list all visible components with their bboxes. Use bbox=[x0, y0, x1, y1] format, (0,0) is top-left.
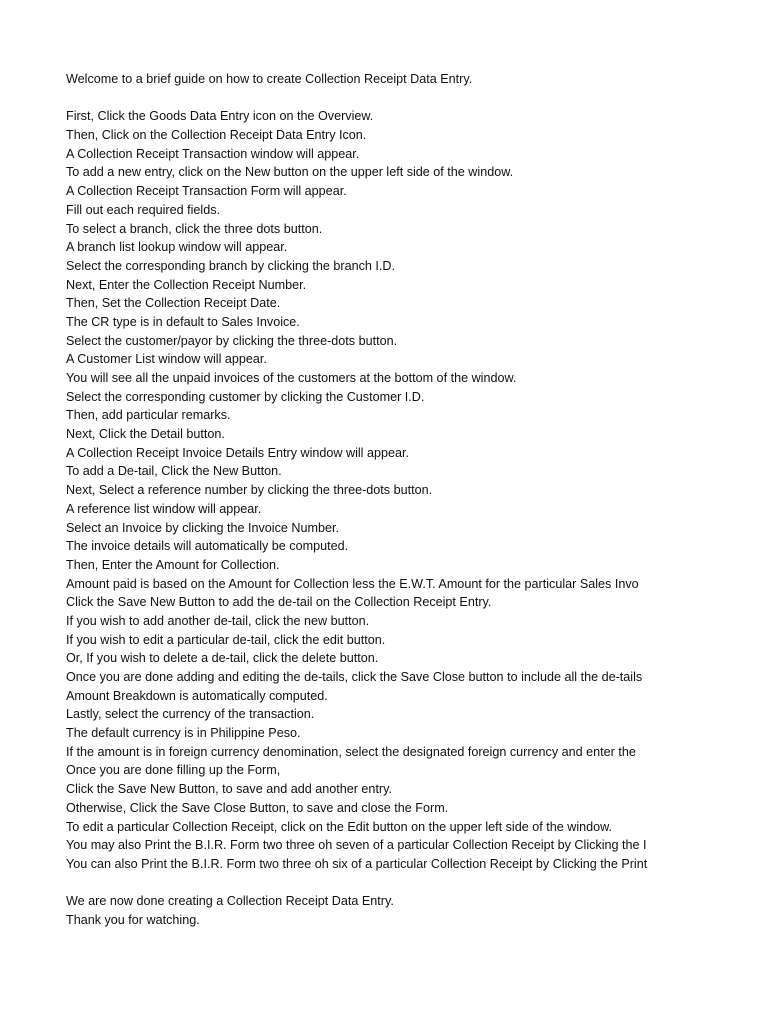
step-line: Once you are done adding and editing the de-tails, click the Save Close button to include all the de-tails bbox=[66, 670, 643, 684]
paragraph-gap bbox=[66, 89, 648, 108]
step-line: Then, Set the Collection Receipt Date. bbox=[66, 296, 281, 311]
step-line: To edit a particular Collection Receipt, click on the Edit button on the upper left side of the window. bbox=[66, 819, 613, 834]
step-line: You can also Print the B.I.R. Form two three oh six of a particular Collection Receipt by Clicking the Print bbox=[66, 856, 648, 871]
step-line: The default currency is in Philippine Peso. bbox=[66, 726, 301, 741]
step-line: Or, If you wish to delete a de-tail, click the delete button. bbox=[66, 651, 379, 666]
step-line: Next, Click the Detail button. bbox=[66, 427, 225, 442]
intro-line: Welcome to a brief guide on how to create Collection Receipt Data Entry. bbox=[66, 72, 473, 86]
paragraph-gap bbox=[66, 874, 648, 893]
step-line: Lastly, select the currency of the transaction. bbox=[66, 707, 315, 722]
step-line: Select an Invoice by clicking the Invoice Number. bbox=[66, 520, 340, 535]
step-line: Otherwise, Click the Save Close Button, to save and close the Form. bbox=[66, 800, 449, 815]
step-line: You may also Print the B.I.R. Form two three oh seven of a particular Collection Receipt by Clicking the I bbox=[66, 838, 647, 853]
step-line: Next, Enter the Collection Receipt Number. bbox=[66, 277, 307, 292]
step-line: The invoice details will automatically be computed. bbox=[66, 539, 349, 554]
step-line: To add a new entry, click on the New button on the upper left side of the window. bbox=[66, 165, 514, 180]
step-line: Once you are done filling up the Form, bbox=[66, 763, 281, 778]
step-line: Select the customer/payor by clicking the three-dots button. bbox=[66, 333, 398, 348]
step-line: Amount Breakdown is automatically computed. bbox=[66, 688, 328, 703]
step-line: Click the Save New Button to add the de-tail on the Collection Receipt Entry. bbox=[66, 595, 492, 610]
step-line: A Collection Receipt Invoice Details Entry window will appear. bbox=[66, 445, 409, 460]
step-line: First, Click the Goods Data Entry icon on the Overview. bbox=[66, 109, 374, 124]
step-line: A branch list lookup window will appear. bbox=[66, 240, 288, 255]
step-line: Fill out each required fields. bbox=[66, 202, 221, 217]
step-line: Select the corresponding customer by clicking the Customer I.D. bbox=[66, 389, 425, 404]
step-line: A Customer List window will appear. bbox=[66, 352, 267, 367]
closing-line: We are now done creating a Collection Receipt Data Entry. bbox=[66, 894, 394, 909]
step-line: Then, Click on the Collection Receipt Data Entry Icon. bbox=[66, 128, 367, 143]
step-line: Click the Save New Button, to save and add another entry. bbox=[66, 782, 392, 797]
step-line: If the amount is in foreign currency denomination, select the designated foreign currency and enter the bbox=[66, 744, 636, 759]
step-line: You will see all the unpaid invoices of the customers at the bottom of the window. bbox=[66, 371, 517, 385]
step-line: The CR type is in default to Sales Invoice. bbox=[66, 314, 300, 329]
step-line: Select the corresponding branch by clicking the branch I.D. bbox=[66, 258, 396, 273]
step-line: Next, Select a reference number by clicking the three-dots button. bbox=[66, 483, 433, 498]
closing-line: Thank you for watching. bbox=[66, 912, 200, 927]
step-line: Then, Enter the Amount for Collection. bbox=[66, 557, 280, 572]
step-line: To add a De-tail, Click the New Button. bbox=[66, 464, 282, 479]
step-line: If you wish to edit a particular de-tail, click the edit button. bbox=[66, 632, 386, 647]
step-line: A Collection Receipt Transaction Form will appear. bbox=[66, 184, 347, 199]
step-line: To select a branch, click the three dots button. bbox=[66, 221, 323, 236]
document-text bbox=[66, 70, 648, 930]
step-line: Then, add particular remarks. bbox=[66, 408, 231, 423]
step-line: A reference list window will appear. bbox=[66, 501, 262, 516]
step-line: A Collection Receipt Transaction window will appear. bbox=[66, 146, 360, 161]
step-line: If you wish to add another de-tail, click the new button. bbox=[66, 613, 370, 628]
step-line: Amount paid is based on the Amount for Collection less the E.W.T. Amount for the particular Sales Invo bbox=[66, 576, 639, 591]
